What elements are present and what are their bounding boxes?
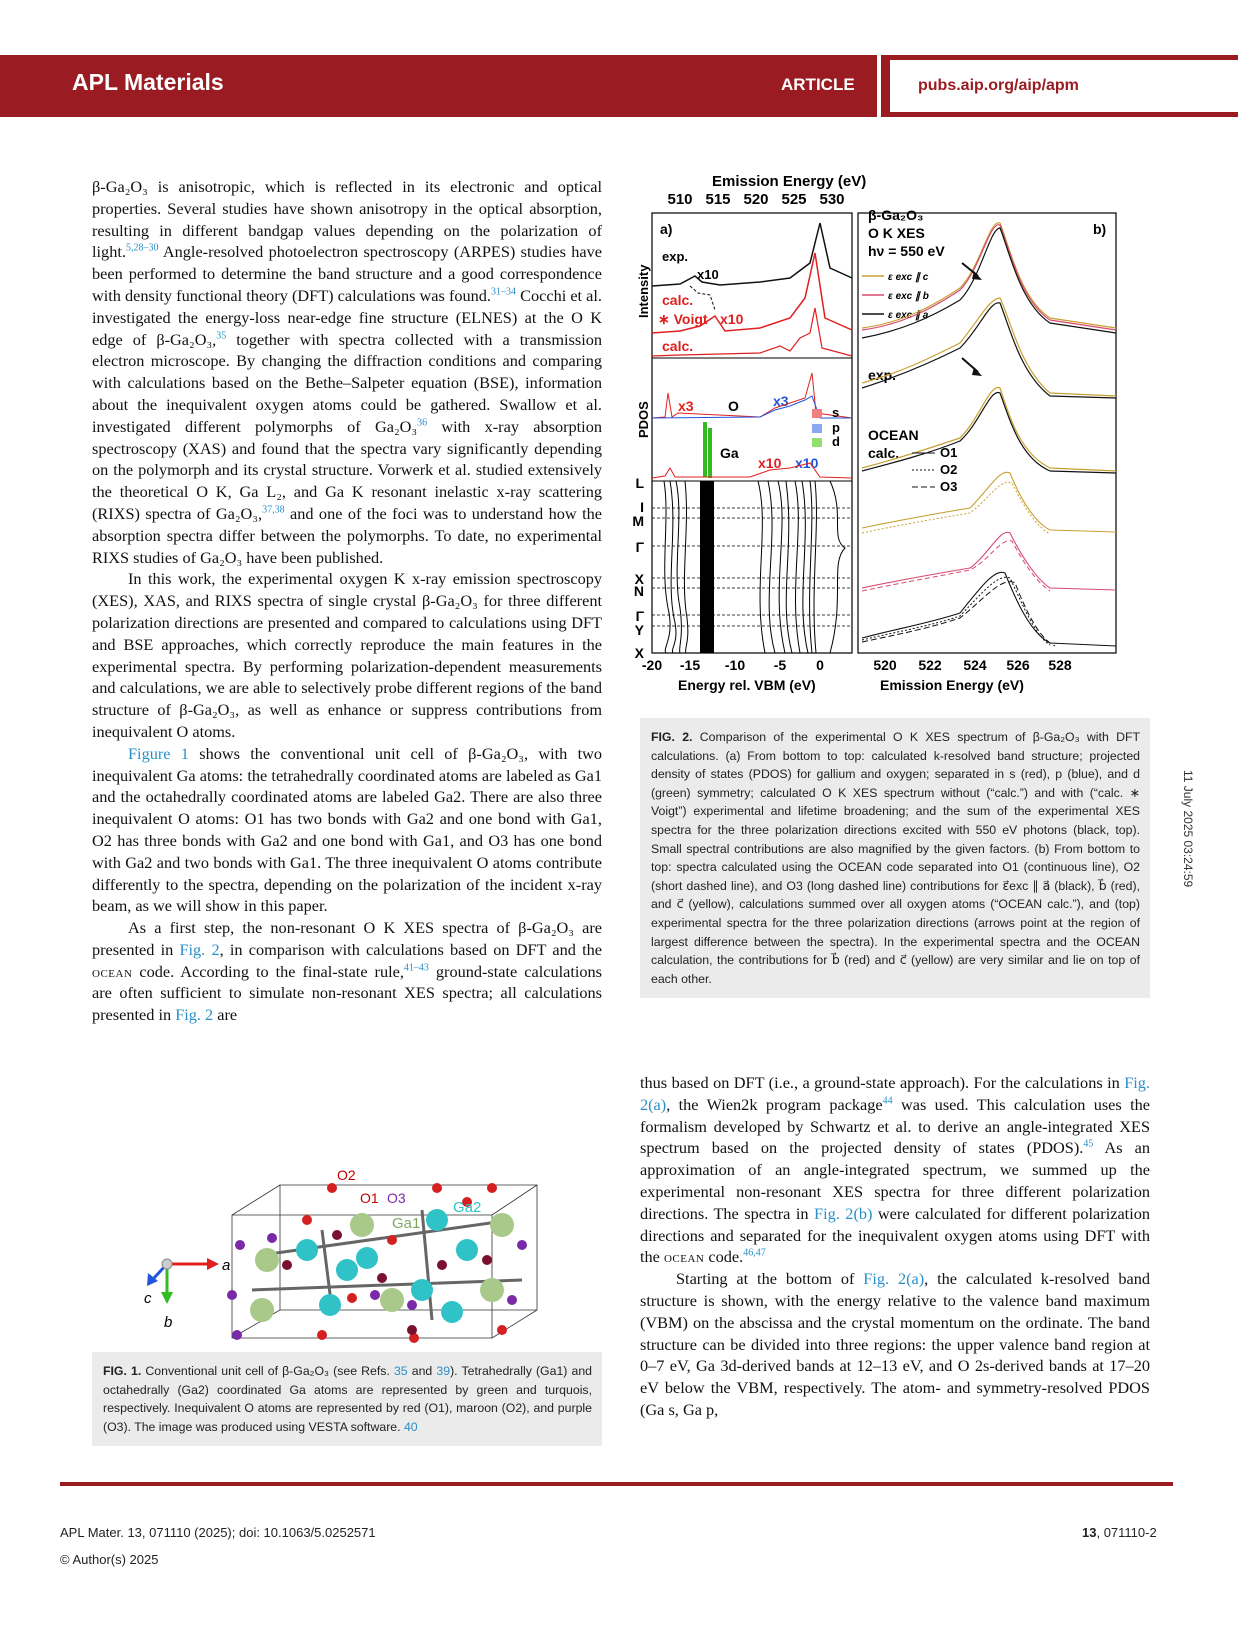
panel-a-label: a) (660, 221, 673, 237)
footer-copyright: © Author(s) 2025 (60, 1552, 159, 1567)
citation-link[interactable]: 44 (882, 1095, 893, 1107)
fig-title-3: hν = 550 eV (868, 243, 945, 259)
label-ga2: Ga2 (453, 1199, 482, 1216)
journal-link[interactable]: pubs.aip.org/aip/apm (918, 77, 1079, 94)
figure-1-caption: FIG. 1. Conventional unit cell of β-Ga₂O₃ (see Refs. 35 and 39). Tetrahedrally (Ga1) and octahedrally (Ga2) coordinated Ga atoms are represented by green and turquois, respectively. Inequivalent O atoms are represented by red (O1), maroon (O2), and purple (O3). The image was produced using VESTA software. 40 (92, 1352, 602, 1446)
label-o3: O3 (940, 479, 958, 494)
bottom-axis-title-b: Emission Energy (eV) (880, 677, 1024, 693)
label-o3: O3 (387, 1190, 406, 1206)
kpoint-label: Γ (635, 608, 644, 624)
figure-2 (632, 168, 1150, 713)
figure-1 (92, 1160, 602, 1350)
left-column (92, 176, 602, 1026)
label-calc: calc. (662, 338, 694, 354)
kpoint-label: Y (634, 622, 644, 638)
label-x3: x3 (678, 398, 694, 414)
article-label: ARTICLE (781, 75, 855, 94)
label-x10b: x10 (720, 311, 744, 327)
axes-indicator (144, 1257, 230, 1331)
figure-link[interactable]: Figure 1 (128, 743, 189, 763)
kpoint-label: X (634, 645, 644, 661)
label-ga1: Ga1 (392, 1215, 421, 1232)
legend-s: s (832, 405, 840, 420)
citation-link[interactable]: 31–34 (491, 286, 517, 298)
citation-link[interactable]: 35 (393, 1364, 408, 1378)
fig-title-1: β-Ga₂O₃ (868, 207, 924, 223)
kpoint-label: N (633, 583, 644, 599)
kpoint-label: Γ (635, 539, 644, 555)
xes-figure (632, 168, 1150, 713)
bottom-tick-a: -5 (773, 657, 787, 673)
label-O: O (728, 398, 739, 414)
figure-link[interactable]: Fig. 2(b) (814, 1203, 873, 1223)
label-o2: O2 (337, 1167, 356, 1183)
citation-link[interactable]: 37,38 (262, 504, 285, 516)
kpoint-label: I (640, 499, 644, 515)
panel-b-label: b) (1093, 221, 1107, 237)
right-column (640, 1072, 1150, 1421)
figure-2-caption: FIG. 2. Comparison of the experimental O K XES spectrum of β-Ga₂O₃ with DFT calculations. (a) From bottom to top: calculated k-resolved band structure; projected density of states (PDOS) for gallium and oxygen; separated in s (red), p (blue), and d (green) symmetry; calculated O K XES spectrum without (“calc.”) and with (“calc. ∗ Voigt”) experimental and lifetime broadening; and the sum of the experimental XES spectra for the three polarization directions excited with 550 eV photons (black, top). Small spectral contributions are also magnified by the given factors. (b) From bottom to top: spectra calculated using the OCEAN code separated into O1 (continuous line), O2 (short dashed line), and O3 (long dashed line) contributions for ε⃗exc ∥ a⃗ (black), b⃗ (red), and c⃗ (yellow), calculations summed over all oxygen atoms (“OCEAN calc.”), and (top) experimental spectra for the three polarization directions (arrows point at the region of largest difference between the spectra). In the experimental spectra and the OCEAN calculation, the contributions for b⃗ (red) and c⃗ (yellow) are very similar and lie on top of each other. (640, 718, 1150, 998)
bottom-tick-b: 520 (873, 657, 897, 673)
bottom-tick-a: -10 (724, 657, 746, 673)
top-tick: 530 (819, 191, 845, 208)
kpoint-label: X (634, 571, 644, 587)
paragraph: As a first step, the non-resonant O K XES spectra of β-Ga₂O₃ are presented in Fig. 2, in comparison with calculations based on DFT and the ocean code. According to the final-state rule,$^{41-43}$ ground-state calculations are often sufficient to simulate non-resonant XES spectra; all calculations presented in Fig. 2 are (92, 918, 602, 1025)
kpoint-label: M (632, 513, 644, 529)
label-exp-b: exp. (868, 367, 897, 383)
footer-rule (60, 1482, 1173, 1486)
top-tick: 520 (743, 191, 769, 208)
label-exp: exp. (662, 249, 689, 264)
label-o2: O2 (940, 462, 958, 477)
bottom-axis-title-a: Energy rel. VBM (eV) (678, 677, 816, 693)
header-divider (877, 55, 881, 117)
footer-page-number: 13, 071110-2 (1082, 1525, 1157, 1540)
bottom-tick-b: 522 (918, 657, 942, 673)
figure-link[interactable]: Fig. 2(a) (863, 1269, 925, 1289)
kpoint-label: L (635, 475, 644, 491)
paragraph: thus based on DFT (i.e., a ground-state approach). For the calculations in Fig. 2(a), the Wien2k program package$^{44}$ was used. This calculation uses the formalism developed by Schwartz et al. to derive an angle-integrated XES spectrum based on the projected density of states (PDOS).$^{45}$ As an approximation of an angle-integrated spectrum, we summed up the experimental non-resonant XES spectra for three different polarization directions. The spectra in Fig. 2(b) were calculated for different polarization directions and separated for the inequivalent oxygen atoms using DFT with the ocean code.$^{46,47}$ (640, 1073, 1151, 1267)
axis-label-a: a (222, 1257, 231, 1274)
bottom-tick-a: -15 (679, 657, 701, 673)
top-axis-title: Emission Energy (eV) (712, 173, 867, 190)
legend-pol-b: ε exc ∥ b (888, 291, 929, 302)
legend-p: p (832, 420, 840, 435)
label-x3b: x3 (773, 393, 789, 409)
label-o1: O1 (360, 1190, 379, 1206)
bottom-tick-a: -20 (641, 657, 663, 673)
label-Ga: Ga (720, 445, 739, 461)
journal-title: APL Materials (72, 69, 224, 95)
citation-link[interactable]: 35 (216, 330, 227, 342)
paragraph: In this work, the experimental oxygen K x-ray emission spectroscopy (XES), XAS, and RIXS spectra of single crystal β-Ga₂O₃ for three different polarization directions are presented and compared to calculations using DFT and BSE approaches, which correctly reproduce the main features in the experimental spectra. By performing polarization-dependent measurements and calculations, we are able to selectively probe different regions of the band structure of β-Ga₂O₃, as well as enhance or suppress contributions from inequivalent O atoms. (92, 569, 602, 741)
paragraph: Starting at the bottom of Fig. 2(a), the calculated k-resolved band structure is shown, with the energy relative to the valence band maximum (VBM) on the abscissa and the crystal momentum on the ordinate. The band structure can be divided into three regions: the upper valence band region at 0–7 eV, Ga 3d-derived bands at 12–13 eV, and O 2s-derived bands at 17–20 eV below the VBM, respectively. The atom- and symmetry-resolved PDOS (Ga s, Ga p, (640, 1269, 1150, 1419)
label-voigt: ∗ Voigt (658, 311, 708, 327)
figure-link[interactable]: Fig. 2(a) (640, 1073, 1150, 1114)
citation-link[interactable]: 40 (403, 1419, 418, 1434)
download-date: 11 July 2025 03:24:59 (1181, 770, 1195, 888)
journal-link-box (890, 60, 1238, 112)
top-tick: 525 (781, 191, 807, 208)
legend-pol-c: ε exc ∥ c (888, 272, 929, 283)
band-structure (652, 481, 852, 653)
axis-label-b: b (164, 1314, 173, 1331)
label-x10d: x10 (795, 455, 819, 471)
fig-title-2: O K XES (868, 225, 925, 241)
footer-citation: APL Mater. 13, 071110 (2025); doi: 10.1063/5.0252571 (60, 1525, 376, 1540)
unit-cell-image (92, 1160, 602, 1350)
bottom-tick-b: 528 (1048, 657, 1072, 673)
figure-link[interactable]: Fig. 2 (179, 939, 220, 959)
y-label-intensity: Intensity (636, 264, 651, 318)
citation-link[interactable]: 5,28–30 (125, 242, 159, 254)
journal-header (0, 55, 1238, 117)
top-tick: 515 (705, 191, 731, 208)
bottom-tick-a: 0 (816, 657, 824, 673)
figure-link[interactable]: Fig. 2 (175, 1005, 214, 1025)
legend-d: d (832, 434, 840, 449)
y-label-pdos: PDOS (636, 401, 651, 438)
citation-link[interactable]: 46,47 (743, 1247, 766, 1259)
label-calc-voigt: calc. (662, 292, 694, 308)
bottom-tick-b: 526 (1006, 657, 1030, 673)
citation-link[interactable]: 39 (436, 1364, 451, 1378)
label-ocean-calc: calc. (868, 445, 900, 461)
paragraph: β-Ga₂O₃ is anisotropic, which is reflected in its electronic and optical properties. Several studies have shown anisotropy in the optical absorption, resulting in different bandgap values depending on the polarization of light.$^{5,28-30}$ Angle-resolved photoelectron spectroscopy (ARPES) studies have been performed to determine the band structure and a good correspondence with density functional theory (DFT) calculations was found.$^{31-34}$ Cocchi et al. investigated the energy-loss near-edge fine structure (ELNES) at the O K edge of β-Ga₂O₃,$^{35}$ together with spectra collected with a transmission electron microscope. By changing the diffraction conditions and comparing with calculations based on the Bethe–Salpeter equation (BSE), information about the inequivalent oxygen atoms could be gathered. Swallow et al. investigated different polymorphs of Ga₂O₃$^{36}$ with x-ray absorption spectroscopy (XAS) and found that the spectra vary significantly depending on the polymorph and its crystal structure. Vorwerk et al. studied extensively the theoretical O K, Ga L₂, and Ga K resonant inelastic x-ray scattering (RIXS) spectra of Ga₂O₃,$^{37,38}$ and one of the foci was to understand how the absorption spectra differ between the polymorphs. To date, no experimental RIXS studies of Ga₂O₃ have been published. (92, 177, 603, 567)
label-x10: x10 (697, 267, 719, 282)
label-ocean: OCEAN (868, 427, 919, 443)
legend-pol-a: ε exc ∥ a (888, 310, 929, 321)
axis-label-c: c (144, 1290, 152, 1307)
citation-link[interactable]: 41–43 (403, 962, 429, 974)
label-o1: O1 (940, 445, 958, 460)
citation-link[interactable]: 45 (1083, 1138, 1094, 1150)
citation-link[interactable]: 36 (417, 417, 428, 429)
bottom-tick-b: 524 (963, 657, 987, 673)
top-tick: 510 (667, 191, 693, 208)
label-x10c: x10 (758, 455, 782, 471)
paragraph: Figure 1 shows the conventional unit cell of β-Ga₂O₃, with two inequivalent Ga atoms: the tetrahedrally coordinated atoms are labeled as Ga1 and the octahedrally coordinated atoms are labeled Ga2. There are also three inequivalent O atoms: O1 has two bonds with Ga2 and one bond with Ga1, O2 has three bonds with Ga2 and one bond with Ga1, and O3 has one bond with Ga2 and two bonds with Ga1. The three inequivalent O atoms contribute differently to the spectra, depending on the polarization of the incident x-ray beam, as we will show in this paper. (92, 743, 602, 916)
